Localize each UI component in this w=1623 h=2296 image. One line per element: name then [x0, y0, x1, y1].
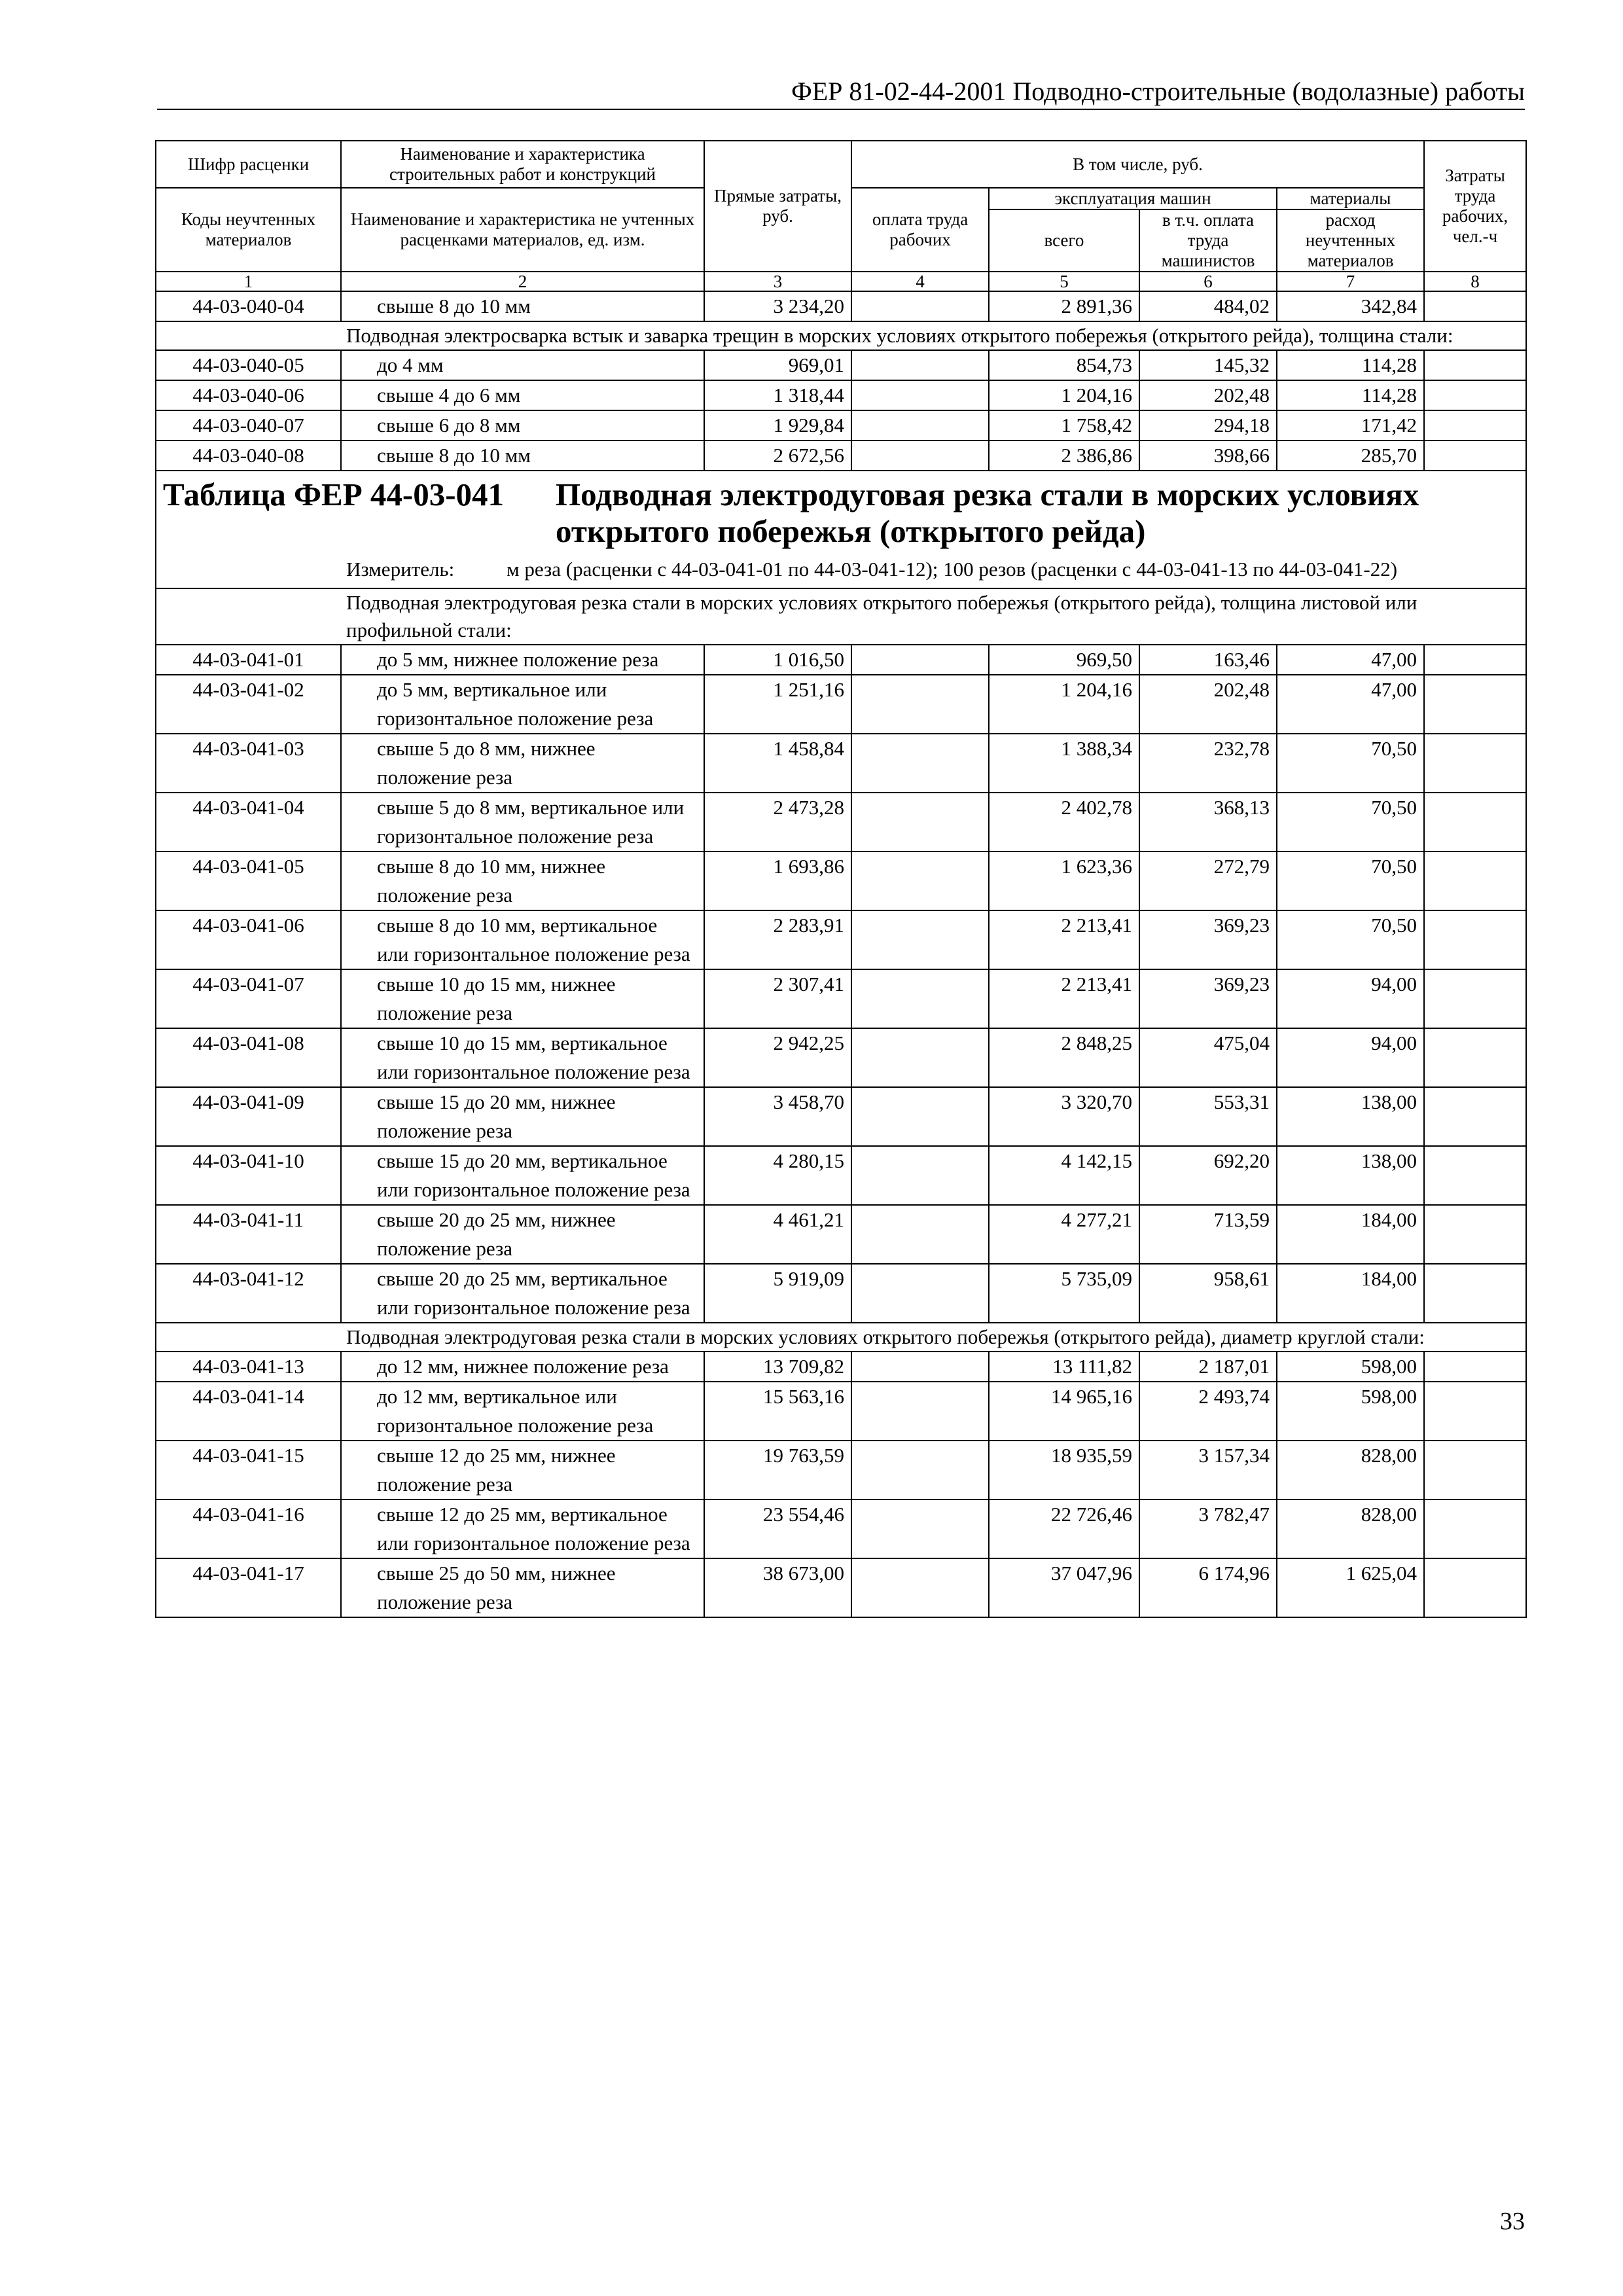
section-caption: Подводная электросварка встык и заварка трещин в морских условиях открытого побережья (открытого рейда), толщина стали:: [156, 321, 1526, 350]
work-name: свыше 6 до 8 мм: [341, 410, 704, 440]
labor-cost: [1424, 1264, 1526, 1323]
column-number: 2: [341, 272, 704, 291]
operators-pay: 202,48: [1139, 675, 1277, 734]
rate-code: 44-03-041-17: [156, 1558, 341, 1617]
operators-pay: 3 157,34: [1139, 1441, 1277, 1499]
header-name: Наименование и характеристика строительных работ и конструкций: [341, 141, 704, 188]
table-row: [156, 1028, 1526, 1087]
table-row: [156, 1441, 1526, 1499]
header-workers-pay: оплата труда рабочих: [851, 188, 989, 272]
direct-cost: 15 563,16: [704, 1382, 851, 1441]
operators-pay: 2 187,01: [1139, 1352, 1277, 1382]
table-title: Подводная электродуговая резка стали в морских условиях: [556, 476, 1419, 512]
machines-cost: 4 142,15: [989, 1146, 1139, 1205]
table-title-continued: открытого побережья (открытого рейда): [556, 513, 1146, 549]
column-number: 6: [1139, 272, 1277, 291]
header-uncounted-codes: Коды неучтенных материалов: [156, 188, 341, 272]
table-row: [156, 1205, 1526, 1264]
table-row: [156, 645, 1526, 675]
labor-cost: [1424, 1087, 1526, 1146]
labor-cost: [1424, 350, 1526, 380]
materials-cost: 70,50: [1277, 793, 1424, 852]
rate-code: 44-03-041-10: [156, 1146, 341, 1205]
materials-cost: 598,00: [1277, 1352, 1424, 1382]
work-name: до 12 мм, вертикальное или горизонтальное положение реза: [341, 1382, 704, 1441]
operators-pay: 484,02: [1139, 291, 1277, 321]
direct-cost: 2 672,56: [704, 440, 851, 471]
materials-cost: 138,00: [1277, 1087, 1424, 1146]
workers-pay: [851, 852, 989, 910]
materials-cost: 70,50: [1277, 852, 1424, 910]
operators-pay: 6 174,96: [1139, 1558, 1277, 1617]
workers-pay: [851, 969, 989, 1028]
direct-cost: 1 318,44: [704, 380, 851, 410]
operators-pay: 294,18: [1139, 410, 1277, 440]
machines-cost: 1 758,42: [989, 410, 1139, 440]
machines-cost: 22 726,46: [989, 1499, 1139, 1558]
column-number: 3: [704, 272, 851, 291]
rate-code: 44-03-041-12: [156, 1264, 341, 1323]
table-row: [156, 1558, 1526, 1617]
table-title-line: [163, 513, 1519, 550]
machines-cost: 14 965,16: [989, 1382, 1139, 1441]
direct-cost: 23 554,46: [704, 1499, 851, 1558]
labor-cost: [1424, 675, 1526, 734]
machines-cost: 1 623,36: [989, 852, 1139, 910]
header-uncounted-name: Наименование и характеристика не учтенных расценками материалов, ед. изм.: [341, 188, 704, 272]
labor-cost: [1424, 645, 1526, 675]
workers-pay: [851, 1087, 989, 1146]
workers-pay: [851, 1264, 989, 1323]
direct-cost: 38 673,00: [704, 1558, 851, 1617]
workers-pay: [851, 793, 989, 852]
operators-pay: 368,13: [1139, 793, 1277, 852]
materials-cost: 114,28: [1277, 380, 1424, 410]
labor-cost: [1424, 410, 1526, 440]
work-name: свыше 8 до 10 мм, нижнее положение реза: [341, 852, 704, 910]
section-caption: Подводная электродуговая резка стали в морских условиях открытого побережья (открытого рейда), диаметр круглой стали:: [156, 1323, 1526, 1352]
header-materials: материалы: [1277, 188, 1424, 209]
table-row: [156, 910, 1526, 969]
direct-cost: 3 234,20: [704, 291, 851, 321]
direct-cost: 2 307,41: [704, 969, 851, 1028]
workers-pay: [851, 734, 989, 793]
materials-cost: 184,00: [1277, 1205, 1424, 1264]
work-name: свыше 5 до 8 мм, вертикальное или горизонтальное положение реза: [341, 793, 704, 852]
machines-cost: 4 277,21: [989, 1205, 1139, 1264]
table-row: [156, 1382, 1526, 1441]
table-row: [156, 1352, 1526, 1382]
machines-cost: 18 935,59: [989, 1441, 1139, 1499]
work-name: свыше 20 до 25 мм, вертикальное или горизонтальное положение реза: [341, 1264, 704, 1323]
direct-cost: 1 251,16: [704, 675, 851, 734]
measurer-text: м реза (расценки с 44-03-041-01 по 44-03-041-12); 100 резов (расценки с 44-03-041-13 по 44-03-041-22): [507, 558, 1398, 581]
labor-cost: [1424, 1352, 1526, 1382]
operators-pay: 398,66: [1139, 440, 1277, 471]
rate-code: 44-03-041-01: [156, 645, 341, 675]
page-number: 33: [1500, 2208, 1525, 2235]
rate-code: 44-03-040-08: [156, 440, 341, 471]
direct-cost: 2 283,91: [704, 910, 851, 969]
column-numbers-row: [156, 272, 1526, 291]
work-name: до 4 мм: [341, 350, 704, 380]
machines-cost: 5 735,09: [989, 1264, 1139, 1323]
header-uncounted-consumption: расход неучтенных материалов: [1277, 209, 1424, 272]
table-row: [156, 350, 1526, 380]
measurer-label: Измеритель:: [346, 558, 455, 581]
materials-cost: 828,00: [1277, 1441, 1424, 1499]
header-machines: эксплуатация машин: [989, 188, 1277, 209]
header-total: всего: [989, 209, 1139, 272]
materials-cost: 171,42: [1277, 410, 1424, 440]
direct-cost: 4 461,21: [704, 1205, 851, 1264]
materials-cost: 1 625,04: [1277, 1558, 1424, 1617]
header-code: Шифр расценки: [156, 141, 341, 188]
direct-cost: 1 929,84: [704, 410, 851, 440]
materials-cost: 47,00: [1277, 645, 1424, 675]
section-row: [156, 1323, 1526, 1352]
work-name: свыше 25 до 50 мм, нижнее положение реза: [341, 1558, 704, 1617]
rate-code: 44-03-041-15: [156, 1441, 341, 1499]
column-number: 1: [156, 272, 341, 291]
table-row: [156, 291, 1526, 321]
rate-code: 44-03-040-07: [156, 410, 341, 440]
rate-code: 44-03-040-04: [156, 291, 341, 321]
direct-cost: 969,01: [704, 350, 851, 380]
operators-pay: 692,20: [1139, 1146, 1277, 1205]
machines-cost: 2 213,41: [989, 910, 1139, 969]
table-row: [156, 969, 1526, 1028]
direct-cost: 13 709,82: [704, 1352, 851, 1382]
machines-cost: 969,50: [989, 645, 1139, 675]
measurer: [346, 555, 1519, 584]
operators-pay: 475,04: [1139, 1028, 1277, 1087]
operators-pay: 272,79: [1139, 852, 1277, 910]
table-row: [156, 1087, 1526, 1146]
workers-pay: [851, 410, 989, 440]
machines-cost: 1 204,16: [989, 675, 1139, 734]
labor-cost: [1424, 440, 1526, 471]
operators-pay: 2 493,74: [1139, 1382, 1277, 1441]
workers-pay: [851, 1499, 989, 1558]
direct-cost: 1 458,84: [704, 734, 851, 793]
work-name: свыше 8 до 10 мм: [341, 291, 704, 321]
table-label: Таблица ФЕР 44-03-041: [163, 476, 505, 512]
labor-cost: [1424, 969, 1526, 1028]
materials-cost: 70,50: [1277, 734, 1424, 793]
materials-cost: 285,70: [1277, 440, 1424, 471]
materials-cost: 828,00: [1277, 1499, 1424, 1558]
workers-pay: [851, 1146, 989, 1205]
materials-cost: 598,00: [1277, 1382, 1424, 1441]
labor-cost: [1424, 1382, 1526, 1441]
workers-pay: [851, 675, 989, 734]
labor-cost: [1424, 1441, 1526, 1499]
table-row: [156, 1499, 1526, 1558]
direct-cost: 2 473,28: [704, 793, 851, 852]
work-name: до 12 мм, нижнее положение реза: [341, 1352, 704, 1382]
workers-pay: [851, 1441, 989, 1499]
operators-pay: 145,32: [1139, 350, 1277, 380]
work-name: свыше 10 до 15 мм, вертикальное или горизонтальное положение реза: [341, 1028, 704, 1087]
machines-cost: 2 848,25: [989, 1028, 1139, 1087]
machines-cost: 37 047,96: [989, 1558, 1139, 1617]
header-direct: Прямые затраты, руб.: [704, 141, 851, 272]
operators-pay: 163,46: [1139, 645, 1277, 675]
table-row: [156, 440, 1526, 471]
column-number: 4: [851, 272, 989, 291]
rate-code: 44-03-041-04: [156, 793, 341, 852]
materials-cost: 114,28: [1277, 350, 1424, 380]
labor-cost: [1424, 1558, 1526, 1617]
labor-cost: [1424, 1499, 1526, 1558]
table-row: [156, 1146, 1526, 1205]
work-name: свыше 8 до 10 мм: [341, 440, 704, 471]
direct-cost: 2 942,25: [704, 1028, 851, 1087]
table-title-line: [163, 476, 1519, 513]
work-name: свыше 20 до 25 мм, нижнее положение реза: [341, 1205, 704, 1264]
running-header: ФЕР 81-02-44-2001 Подводно-строительные (водолазные) работы: [157, 77, 1525, 110]
machines-cost: 3 320,70: [989, 1087, 1139, 1146]
machines-cost: 2 213,41: [989, 969, 1139, 1028]
rate-code: 44-03-040-05: [156, 350, 341, 380]
workers-pay: [851, 440, 989, 471]
labor-cost: [1424, 793, 1526, 852]
table-row: [156, 410, 1526, 440]
machines-cost: 854,73: [989, 350, 1139, 380]
rate-code: 44-03-041-06: [156, 910, 341, 969]
direct-cost: 19 763,59: [704, 1441, 851, 1499]
materials-cost: 47,00: [1277, 675, 1424, 734]
direct-cost: 3 458,70: [704, 1087, 851, 1146]
price-table: [155, 140, 1527, 1618]
rate-code: 44-03-041-05: [156, 852, 341, 910]
materials-cost: 342,84: [1277, 291, 1424, 321]
rate-code: 44-03-041-03: [156, 734, 341, 793]
materials-cost: 70,50: [1277, 910, 1424, 969]
machines-cost: 2 386,86: [989, 440, 1139, 471]
operators-pay: 713,59: [1139, 1205, 1277, 1264]
labor-cost: [1424, 380, 1526, 410]
materials-cost: 184,00: [1277, 1264, 1424, 1323]
table-row: [156, 852, 1526, 910]
rate-code: 44-03-041-16: [156, 1499, 341, 1558]
workers-pay: [851, 380, 989, 410]
work-name: свыше 15 до 20 мм, вертикальное или горизонтальное положение реза: [341, 1146, 704, 1205]
rate-code: 44-03-041-09: [156, 1087, 341, 1146]
rate-code: 44-03-041-13: [156, 1352, 341, 1382]
workers-pay: [851, 1205, 989, 1264]
work-name: свыше 15 до 20 мм, нижнее положение реза: [341, 1087, 704, 1146]
labor-cost: [1424, 1205, 1526, 1264]
workers-pay: [851, 910, 989, 969]
work-name: свыше 4 до 6 мм: [341, 380, 704, 410]
labor-cost: [1424, 910, 1526, 969]
section-caption: Подводная электродуговая резка стали в морских условиях открытого побережья (открытого рейда), толщина листовой или профильной стали:: [156, 588, 1526, 645]
labor-cost: [1424, 1028, 1526, 1087]
work-name: свыше 8 до 10 мм, вертикальное или горизонтальное положение реза: [341, 910, 704, 969]
table-row: [156, 793, 1526, 852]
workers-pay: [851, 645, 989, 675]
workers-pay: [851, 291, 989, 321]
column-number: 7: [1277, 272, 1424, 291]
operators-pay: 553,31: [1139, 1087, 1277, 1146]
direct-cost: 4 280,15: [704, 1146, 851, 1205]
materials-cost: 94,00: [1277, 969, 1424, 1028]
table-title-row: [156, 471, 1526, 588]
work-name: до 5 мм, вертикальное или горизонтальное положение реза: [341, 675, 704, 734]
table-title-cell: [156, 471, 1526, 588]
operators-pay: 369,23: [1139, 910, 1277, 969]
work-name: свыше 12 до 25 мм, нижнее положение реза: [341, 1441, 704, 1499]
column-number: 5: [989, 272, 1139, 291]
materials-cost: 94,00: [1277, 1028, 1424, 1087]
direct-cost: 5 919,09: [704, 1264, 851, 1323]
rate-code: 44-03-041-02: [156, 675, 341, 734]
workers-pay: [851, 1558, 989, 1617]
rate-code: 44-03-041-11: [156, 1205, 341, 1264]
operators-pay: 3 782,47: [1139, 1499, 1277, 1558]
rate-code: 44-03-040-06: [156, 380, 341, 410]
machines-cost: 1 388,34: [989, 734, 1139, 793]
work-name: свыше 10 до 15 мм, нижнее положение реза: [341, 969, 704, 1028]
section-row: [156, 588, 1526, 645]
rate-code: 44-03-041-14: [156, 1382, 341, 1441]
table-row: [156, 380, 1526, 410]
labor-cost: [1424, 734, 1526, 793]
operators-pay: 369,23: [1139, 969, 1277, 1028]
rate-code: 44-03-041-07: [156, 969, 341, 1028]
machines-cost: 2 402,78: [989, 793, 1139, 852]
labor-cost: [1424, 291, 1526, 321]
workers-pay: [851, 1028, 989, 1087]
labor-cost: [1424, 1146, 1526, 1205]
materials-cost: 138,00: [1277, 1146, 1424, 1205]
table-body: [156, 291, 1526, 1617]
table-row: [156, 1264, 1526, 1323]
work-name: до 5 мм, нижнее положение реза: [341, 645, 704, 675]
table-header: [156, 141, 1526, 291]
column-number: 8: [1424, 272, 1526, 291]
work-name: свыше 12 до 25 мм, вертикальное или горизонтальное положение реза: [341, 1499, 704, 1558]
machines-cost: 13 111,82: [989, 1352, 1139, 1382]
machines-cost: 2 891,36: [989, 291, 1139, 321]
workers-pay: [851, 1382, 989, 1441]
header-incl-operators: в т.ч. оплата труда машинистов: [1139, 209, 1277, 272]
header-incl: В том числе, руб.: [851, 141, 1424, 188]
labor-cost: [1424, 852, 1526, 910]
direct-cost: 1 016,50: [704, 645, 851, 675]
section-row: [156, 321, 1526, 350]
table-row: [156, 675, 1526, 734]
operators-pay: 202,48: [1139, 380, 1277, 410]
header-labor: Затраты труда рабочих, чел.-ч: [1424, 141, 1526, 272]
machines-cost: 1 204,16: [989, 380, 1139, 410]
workers-pay: [851, 1352, 989, 1382]
work-name: свыше 5 до 8 мм, нижнее положение реза: [341, 734, 704, 793]
direct-cost: 1 693,86: [704, 852, 851, 910]
operators-pay: 958,61: [1139, 1264, 1277, 1323]
table-row: [156, 734, 1526, 793]
rate-code: 44-03-041-08: [156, 1028, 341, 1087]
workers-pay: [851, 350, 989, 380]
operators-pay: 232,78: [1139, 734, 1277, 793]
